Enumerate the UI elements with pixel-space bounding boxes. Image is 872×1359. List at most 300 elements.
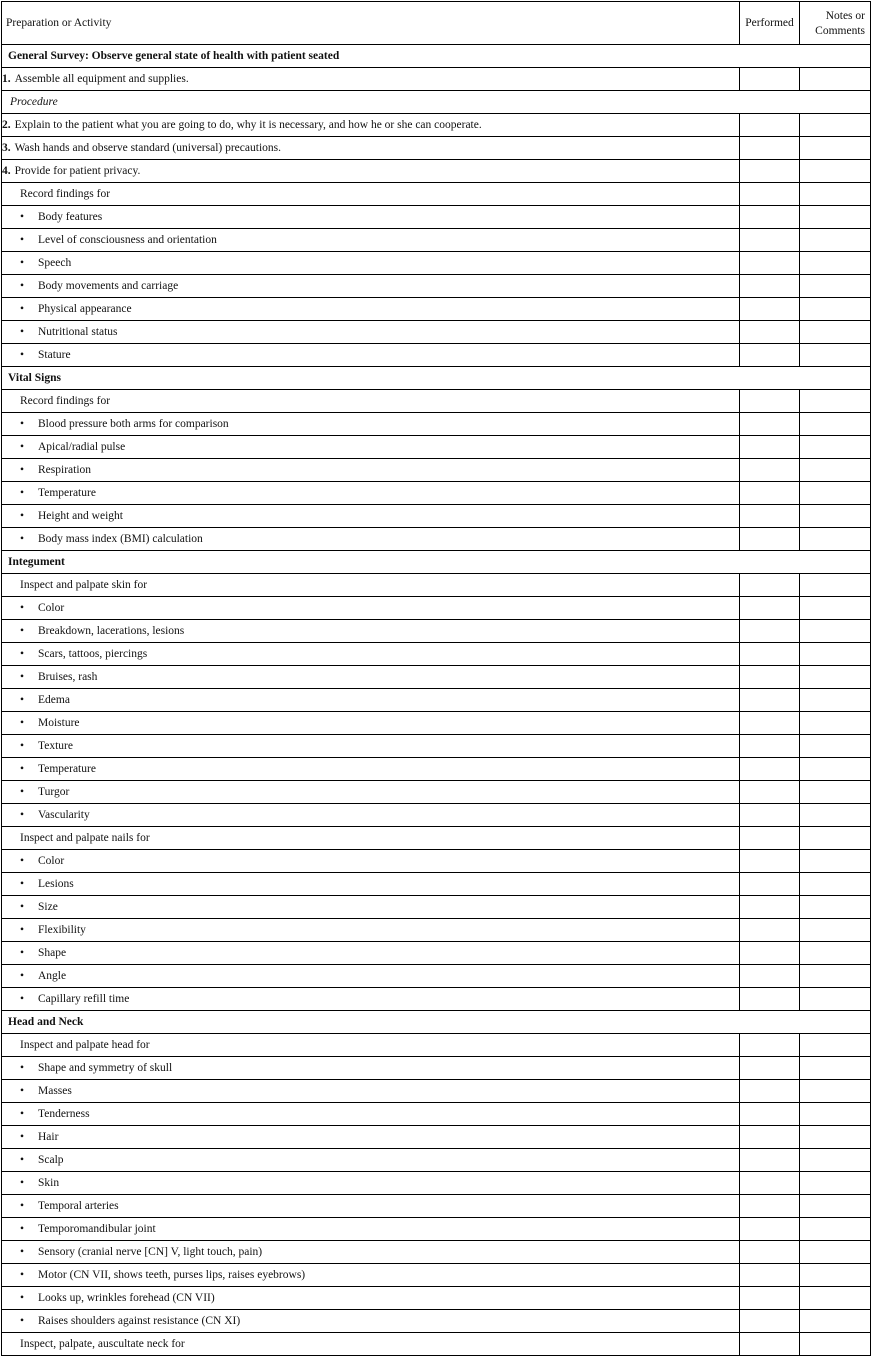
performed-cell[interactable] xyxy=(740,988,800,1011)
item-text: Temporomandibular joint xyxy=(38,1222,156,1235)
bullet-item-cell xyxy=(2,942,740,965)
table-row xyxy=(2,1333,871,1356)
notes-cell[interactable] xyxy=(800,298,871,321)
table-row xyxy=(2,160,871,183)
bullet-item-cell xyxy=(2,689,740,712)
item-text: Motor (CN VII, shows teeth, purses lips, raises eyebrows) xyxy=(38,1268,306,1281)
item-text: Explain to the patient what you are going to do, why it is necessary, and how he or she can cooperate. xyxy=(14,118,482,131)
performed-cell[interactable] xyxy=(740,528,800,551)
bullet-item-cell xyxy=(2,1195,740,1218)
bullet-icon: • xyxy=(20,693,25,706)
bullet-icon: • xyxy=(20,463,25,476)
notes-cell[interactable] xyxy=(800,413,871,436)
table-row xyxy=(2,758,871,781)
bullet-icon: • xyxy=(20,509,25,522)
checklist-body xyxy=(2,45,871,1356)
notes-cell[interactable] xyxy=(800,1034,871,1057)
notes-cell[interactable] xyxy=(800,873,871,896)
table-row xyxy=(2,735,871,758)
bullet-item-cell xyxy=(2,643,740,666)
performed-cell[interactable] xyxy=(740,896,800,919)
notes-cell[interactable] xyxy=(800,620,871,643)
item-text: Assemble all equipment and supplies. xyxy=(14,72,189,85)
table-row xyxy=(2,597,871,620)
table-row xyxy=(2,229,871,252)
notes-cell[interactable] xyxy=(800,574,871,597)
bullet-item-cell xyxy=(2,1218,740,1241)
performed-cell[interactable] xyxy=(740,459,800,482)
table-row xyxy=(2,1218,871,1241)
bullet-icon: • xyxy=(20,1222,25,1235)
item-text: Speech xyxy=(38,256,72,269)
bullet-item-cell xyxy=(2,252,740,275)
performed-cell[interactable] xyxy=(740,1195,800,1218)
notes-cell[interactable] xyxy=(800,597,871,620)
table-row xyxy=(2,137,871,160)
notes-cell[interactable] xyxy=(800,1172,871,1195)
item-text: Record findings for xyxy=(20,394,111,407)
notes-cell[interactable] xyxy=(800,850,871,873)
table-row xyxy=(2,942,871,965)
performed-cell[interactable] xyxy=(740,390,800,413)
notes-cell[interactable] xyxy=(800,528,871,551)
notes-cell[interactable] xyxy=(800,827,871,850)
notes-cell[interactable] xyxy=(800,137,871,160)
notes-cell[interactable] xyxy=(800,735,871,758)
notes-column-header xyxy=(800,2,871,45)
table-row xyxy=(2,1172,871,1195)
bullet-icon: • xyxy=(20,900,25,913)
notes-cell[interactable] xyxy=(800,919,871,942)
bullet-item-cell xyxy=(2,459,740,482)
notes-cell[interactable] xyxy=(800,1287,871,1310)
table-row xyxy=(2,965,871,988)
performed-cell[interactable] xyxy=(740,620,800,643)
bullet-icon: • xyxy=(20,854,25,867)
intro-cell xyxy=(2,183,740,206)
performed-cell[interactable] xyxy=(740,183,800,206)
performed-cell[interactable] xyxy=(740,482,800,505)
bullet-icon: • xyxy=(20,233,25,246)
notes-cell[interactable] xyxy=(800,1126,871,1149)
item-text: Nutritional status xyxy=(38,325,118,338)
item-text: Inspect and palpate nails for xyxy=(20,831,150,844)
item-text: Shape and symmetry of skull xyxy=(38,1061,173,1074)
table-row xyxy=(2,505,871,528)
bullet-item-cell xyxy=(2,988,740,1011)
item-text: Angle xyxy=(38,969,67,982)
performed-cell[interactable] xyxy=(740,1126,800,1149)
notes-cell[interactable] xyxy=(800,344,871,367)
table-row xyxy=(2,988,871,1011)
item-text: Apical/radial pulse xyxy=(38,440,126,453)
bullet-item-cell xyxy=(2,804,740,827)
notes-cell[interactable] xyxy=(800,1333,871,1356)
bullet-item-cell xyxy=(2,1149,740,1172)
table-row xyxy=(2,919,871,942)
notes-cell[interactable] xyxy=(800,896,871,919)
bullet-item-cell xyxy=(2,620,740,643)
bullet-icon: • xyxy=(20,325,25,338)
table-row xyxy=(2,666,871,689)
notes-cell[interactable] xyxy=(800,988,871,1011)
notes-cell[interactable] xyxy=(800,1149,871,1172)
table-header-row xyxy=(2,2,871,45)
performed-cell[interactable] xyxy=(740,1241,800,1264)
item-text: Bruises, rash xyxy=(38,670,98,683)
bullet-icon: • xyxy=(20,1153,25,1166)
performed-cell[interactable] xyxy=(740,643,800,666)
performed-cell[interactable] xyxy=(740,850,800,873)
bullet-icon: • xyxy=(20,716,25,729)
performed-cell[interactable] xyxy=(740,781,800,804)
table-row xyxy=(2,114,871,137)
section-heading-row xyxy=(2,367,871,390)
performed-cell[interactable] xyxy=(740,965,800,988)
bullet-icon: • xyxy=(20,969,25,982)
bullet-icon: • xyxy=(20,532,25,545)
intro-cell xyxy=(2,574,740,597)
performed-cell[interactable] xyxy=(740,597,800,620)
item-text: Temperature xyxy=(38,762,96,775)
table-row xyxy=(2,1126,871,1149)
section-heading: Vital Signs xyxy=(2,367,871,390)
bullet-icon: • xyxy=(20,1061,25,1074)
performed-column-header: Performed xyxy=(740,2,800,45)
performed-cell[interactable] xyxy=(740,298,800,321)
performed-cell[interactable] xyxy=(740,252,800,275)
bullet-item-cell xyxy=(2,919,740,942)
bullet-icon: • xyxy=(20,808,25,821)
performed-cell[interactable] xyxy=(740,735,800,758)
item-text: Size xyxy=(38,900,58,913)
performed-cell[interactable] xyxy=(740,1287,800,1310)
notes-cell[interactable] xyxy=(800,1218,871,1241)
notes-cell[interactable] xyxy=(800,68,871,91)
subheading: Procedure xyxy=(2,91,871,114)
bullet-icon: • xyxy=(20,256,25,269)
item-text: Color xyxy=(38,854,65,867)
table-row xyxy=(2,528,871,551)
table-row xyxy=(2,321,871,344)
notes-cell[interactable] xyxy=(800,459,871,482)
item-text: Respiration xyxy=(38,463,92,476)
table-row xyxy=(2,850,871,873)
performed-cell[interactable] xyxy=(740,114,800,137)
item-text: Body features xyxy=(38,210,103,223)
intro-cell xyxy=(2,1034,740,1057)
bullet-icon: • xyxy=(20,302,25,315)
bullet-icon: • xyxy=(20,1084,25,1097)
bullet-item-cell xyxy=(2,1310,740,1333)
performed-cell[interactable] xyxy=(740,275,800,298)
bullet-icon: • xyxy=(20,440,25,453)
bullet-icon: • xyxy=(20,992,25,1005)
notes-cell[interactable] xyxy=(800,1310,871,1333)
bullet-item-cell xyxy=(2,1287,740,1310)
step-cell xyxy=(2,68,740,91)
notes-cell[interactable] xyxy=(800,758,871,781)
notes-cell[interactable] xyxy=(800,1103,871,1126)
notes-cell[interactable] xyxy=(800,689,871,712)
item-text: Texture xyxy=(38,739,73,752)
procedure-checklist-table xyxy=(1,1,871,1356)
performed-cell[interactable] xyxy=(740,804,800,827)
bullet-item-cell xyxy=(2,206,740,229)
bullet-item-cell xyxy=(2,229,740,252)
bullet-item-cell xyxy=(2,321,740,344)
performed-cell[interactable] xyxy=(740,1333,800,1356)
bullet-icon: • xyxy=(20,486,25,499)
bullet-icon: • xyxy=(20,1314,25,1327)
notes-header-line1: Notes or xyxy=(825,10,865,22)
performed-cell[interactable] xyxy=(740,574,800,597)
bullet-item-cell xyxy=(2,298,740,321)
bullet-item-cell xyxy=(2,1126,740,1149)
item-text: Capillary refill time xyxy=(38,992,130,1005)
table-row xyxy=(2,68,871,91)
table-row xyxy=(2,1287,871,1310)
bullet-item-cell xyxy=(2,275,740,298)
step-number: 4. xyxy=(2,164,11,177)
bullet-item-cell xyxy=(2,1241,740,1264)
table-row xyxy=(2,689,871,712)
step-number: 1. xyxy=(2,72,11,85)
performed-cell[interactable] xyxy=(740,666,800,689)
step-number: 3. xyxy=(2,141,11,154)
bullet-item-cell xyxy=(2,344,740,367)
bullet-icon: • xyxy=(20,1291,25,1304)
item-text: Looks up, wrinkles forehead (CN VII) xyxy=(38,1291,215,1304)
performed-cell[interactable] xyxy=(740,1264,800,1287)
bullet-item-cell xyxy=(2,1264,740,1287)
bullet-icon: • xyxy=(20,601,25,614)
bullet-icon: • xyxy=(20,624,25,637)
item-text: Temporal arteries xyxy=(38,1199,119,1212)
item-text: Raises shoulders against resistance (CN XI) xyxy=(38,1314,241,1327)
bullet-icon: • xyxy=(20,279,25,292)
bullet-item-cell xyxy=(2,1172,740,1195)
performed-cell[interactable] xyxy=(740,436,800,459)
bullet-item-cell xyxy=(2,413,740,436)
performed-cell[interactable] xyxy=(740,206,800,229)
item-text: Skin xyxy=(38,1176,60,1189)
item-text: Flexibility xyxy=(38,923,86,936)
table-row xyxy=(2,827,871,850)
bullet-item-cell xyxy=(2,873,740,896)
performed-cell[interactable] xyxy=(740,712,800,735)
table-row xyxy=(2,436,871,459)
bullet-icon: • xyxy=(20,762,25,775)
bullet-item-cell xyxy=(2,965,740,988)
notes-cell[interactable] xyxy=(800,229,871,252)
table-row xyxy=(2,390,871,413)
item-text: Moisture xyxy=(38,716,80,729)
table-row xyxy=(2,459,871,482)
notes-cell[interactable] xyxy=(800,804,871,827)
section-heading: Head and Neck xyxy=(2,1011,871,1034)
notes-cell[interactable] xyxy=(800,666,871,689)
bullet-icon: • xyxy=(20,1245,25,1258)
section-heading: General Survey: Observe general state of health with patient seated xyxy=(2,45,871,68)
table-row xyxy=(2,275,871,298)
table-row xyxy=(2,620,871,643)
table-row xyxy=(2,873,871,896)
notes-cell[interactable] xyxy=(800,436,871,459)
table-row xyxy=(2,1080,871,1103)
performed-cell[interactable] xyxy=(740,1057,800,1080)
activity-column-header: Preparation or Activity xyxy=(2,2,740,45)
item-text: Tenderness xyxy=(38,1107,90,1120)
item-text: Level of consciousness and orientation xyxy=(38,233,217,246)
performed-cell[interactable] xyxy=(740,1310,800,1333)
bullet-icon: • xyxy=(20,210,25,223)
bullet-icon: • xyxy=(20,785,25,798)
notes-cell[interactable] xyxy=(800,712,871,735)
item-text: Height and weight xyxy=(38,509,123,522)
performed-cell[interactable] xyxy=(740,68,800,91)
performed-cell[interactable] xyxy=(740,827,800,850)
item-text: Physical appearance xyxy=(38,302,132,315)
item-text: Inspect and palpate skin for xyxy=(20,578,148,591)
table-row xyxy=(2,1264,871,1287)
table-row xyxy=(2,183,871,206)
section-heading: Integument xyxy=(2,551,871,574)
notes-cell[interactable] xyxy=(800,206,871,229)
item-text: Color xyxy=(38,601,65,614)
bullet-item-cell xyxy=(2,781,740,804)
table-row xyxy=(2,574,871,597)
item-text: Inspect, palpate, auscultate neck for xyxy=(20,1337,185,1350)
notes-cell[interactable] xyxy=(800,505,871,528)
item-text: Masses xyxy=(38,1084,72,1097)
bullet-item-cell xyxy=(2,436,740,459)
performed-cell[interactable] xyxy=(740,873,800,896)
subheading-row xyxy=(2,91,871,114)
table-row xyxy=(2,482,871,505)
table-row xyxy=(2,413,871,436)
item-text: Body movements and carriage xyxy=(38,279,179,292)
notes-cell[interactable] xyxy=(800,114,871,137)
section-heading-row xyxy=(2,551,871,574)
performed-cell[interactable] xyxy=(740,160,800,183)
performed-cell[interactable] xyxy=(740,1103,800,1126)
bullet-icon: • xyxy=(20,877,25,890)
notes-cell[interactable] xyxy=(800,252,871,275)
item-text: Breakdown, lacerations, lesions xyxy=(38,624,185,637)
notes-cell[interactable] xyxy=(800,942,871,965)
performed-cell[interactable] xyxy=(740,1172,800,1195)
notes-cell[interactable] xyxy=(800,1080,871,1103)
performed-cell[interactable] xyxy=(740,321,800,344)
bullet-icon: • xyxy=(20,417,25,430)
item-text: Scars, tattoos, piercings xyxy=(38,647,148,660)
performed-cell[interactable] xyxy=(740,1080,800,1103)
bullet-item-cell xyxy=(2,850,740,873)
table-row xyxy=(2,896,871,919)
table-row xyxy=(2,1310,871,1333)
notes-cell[interactable] xyxy=(800,643,871,666)
bullet-icon: • xyxy=(20,1199,25,1212)
performed-cell[interactable] xyxy=(740,344,800,367)
notes-cell[interactable] xyxy=(800,1195,871,1218)
notes-cell[interactable] xyxy=(800,965,871,988)
intro-cell xyxy=(2,827,740,850)
bullet-icon: • xyxy=(20,1130,25,1143)
notes-cell[interactable] xyxy=(800,1241,871,1264)
performed-cell[interactable] xyxy=(740,413,800,436)
intro-cell xyxy=(2,1333,740,1356)
bullet-icon: • xyxy=(20,670,25,683)
notes-cell[interactable] xyxy=(800,183,871,206)
performed-cell[interactable] xyxy=(740,1034,800,1057)
bullet-icon: • xyxy=(20,739,25,752)
notes-cell[interactable] xyxy=(800,1264,871,1287)
bullet-icon: • xyxy=(20,1176,25,1189)
item-text: Inspect and palpate head for xyxy=(20,1038,150,1051)
performed-cell[interactable] xyxy=(740,1218,800,1241)
item-text: Provide for patient privacy. xyxy=(14,164,141,177)
table-row xyxy=(2,1103,871,1126)
table-row xyxy=(2,1057,871,1080)
table-row xyxy=(2,344,871,367)
performed-cell[interactable] xyxy=(740,1149,800,1172)
table-row xyxy=(2,252,871,275)
table-row xyxy=(2,1241,871,1264)
step-number: 2. xyxy=(2,118,11,131)
item-text: Scalp xyxy=(38,1153,64,1166)
item-text: Temperature xyxy=(38,486,96,499)
table-row xyxy=(2,298,871,321)
performed-cell[interactable] xyxy=(740,505,800,528)
notes-cell[interactable] xyxy=(800,781,871,804)
bullet-item-cell xyxy=(2,505,740,528)
performed-cell[interactable] xyxy=(740,229,800,252)
bullet-item-cell xyxy=(2,528,740,551)
table-row xyxy=(2,206,871,229)
bullet-item-cell xyxy=(2,666,740,689)
step-cell xyxy=(2,114,740,137)
notes-cell[interactable] xyxy=(800,1057,871,1080)
notes-cell[interactable] xyxy=(800,390,871,413)
notes-cell[interactable] xyxy=(800,160,871,183)
item-text: Vascularity xyxy=(38,808,90,821)
performed-cell[interactable] xyxy=(740,137,800,160)
notes-cell[interactable] xyxy=(800,321,871,344)
item-text: Record findings for xyxy=(20,187,111,200)
performed-cell[interactable] xyxy=(740,942,800,965)
table-row xyxy=(2,1195,871,1218)
table-row xyxy=(2,1034,871,1057)
bullet-item-cell xyxy=(2,1057,740,1080)
performed-cell[interactable] xyxy=(740,919,800,942)
table-row xyxy=(2,712,871,735)
bullet-item-cell xyxy=(2,896,740,919)
item-text: Lesions xyxy=(38,877,74,890)
table-row xyxy=(2,804,871,827)
bullet-icon: • xyxy=(20,946,25,959)
table-row xyxy=(2,781,871,804)
performed-cell[interactable] xyxy=(740,758,800,781)
section-heading-row xyxy=(2,1011,871,1034)
notes-cell[interactable] xyxy=(800,482,871,505)
item-text: Wash hands and observe standard (universal) precautions. xyxy=(14,141,281,154)
bullet-icon: • xyxy=(20,1268,25,1281)
notes-cell[interactable] xyxy=(800,275,871,298)
item-text: Stature xyxy=(38,348,71,361)
performed-cell[interactable] xyxy=(740,689,800,712)
bullet-icon: • xyxy=(20,348,25,361)
